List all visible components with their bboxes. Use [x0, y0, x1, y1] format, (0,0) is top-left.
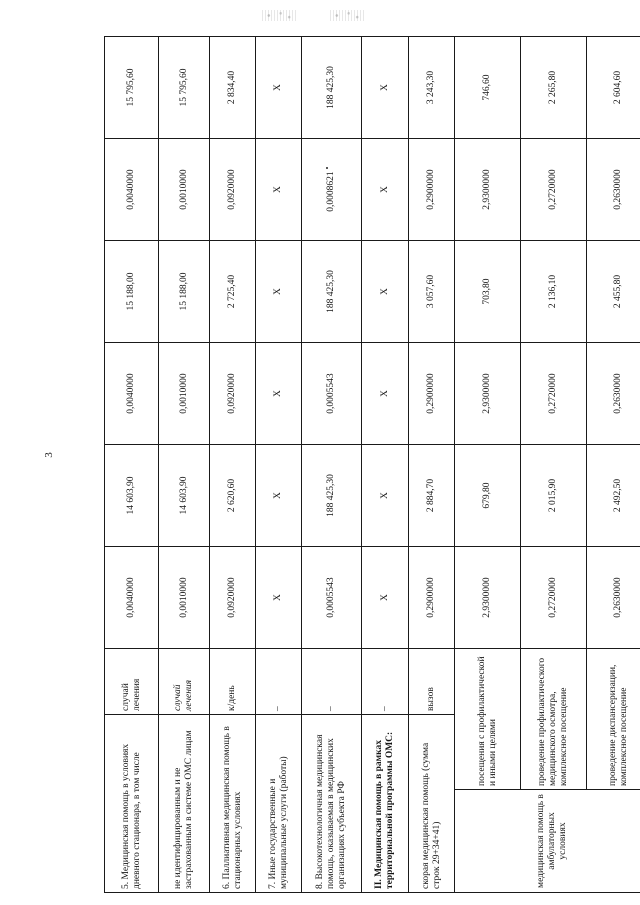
- ambulatory-group-name: медицинская помощь в амбулаторных условиях: [455, 790, 640, 893]
- row-name: 5. Медицинская помощь в условиях дневного стационара, в том числе: [105, 715, 159, 893]
- volume-2022: 0,2720000: [521, 343, 587, 445]
- row-name: II. Медицинская помощь в рамках территориальной программы ОМС:: [362, 715, 409, 893]
- volume-2021: 0,0005543: [302, 547, 362, 649]
- row-unit: случай лечения: [105, 649, 159, 715]
- cost-2021: 2 492,50: [587, 445, 640, 547]
- volume-2022: 0,0010000: [159, 343, 210, 445]
- row-name: 6. Паллиативная медицинская помощь в стационарных условиях: [210, 715, 256, 893]
- volume-2021: 0,2720000: [521, 547, 587, 649]
- scan-stamp-mark: [262, 10, 296, 21]
- scan-stamp-mark: [330, 10, 364, 21]
- normative-table: [104, 36, 640, 893]
- ink-dot: [326, 167, 328, 169]
- cost-2022: 188 425,30: [302, 241, 362, 343]
- cost-2022: 703,80: [455, 241, 521, 343]
- volume-2022: 0,0040000: [105, 343, 159, 445]
- subrow-label: проведение диспансеризации, комплексное посещение: [587, 649, 640, 790]
- cost-2021: 2 620,60: [210, 445, 256, 547]
- cost-2021: 188 425,30: [302, 445, 362, 547]
- row-unit: –: [302, 649, 362, 715]
- cost-2022: 2 136,10: [521, 241, 587, 343]
- volume-2023: 0,0920000: [210, 139, 256, 241]
- row-unit: –: [256, 649, 302, 715]
- row-unit: случай лечения: [159, 649, 210, 715]
- volume-2023: 2,9300000: [455, 139, 521, 241]
- row-unit: к/день: [210, 649, 256, 715]
- table-row: [159, 37, 210, 893]
- volume-2022: 0,2900000: [409, 343, 455, 445]
- cost-2021: 2 015,90: [521, 445, 587, 547]
- cost-2022: 2 455,80: [587, 241, 640, 343]
- cost-2022: 2 725,40: [210, 241, 256, 343]
- x-mark: X: [362, 139, 409, 241]
- table-row: [302, 37, 362, 893]
- x-mark: X: [362, 547, 409, 649]
- volume-2021: 0,0010000: [159, 547, 210, 649]
- x-mark: X: [256, 241, 302, 343]
- table-row: [455, 37, 521, 893]
- x-mark: X: [256, 37, 302, 139]
- cost-2023: 2 604,60: [587, 37, 640, 139]
- cost-2022: 15 188,00: [105, 241, 159, 343]
- subrow-label: посещения с профилактической и иными целями: [455, 649, 521, 790]
- volume-2023: 0,0040000: [105, 139, 159, 241]
- subrow-label: проведение профилактического медицинского осмотра, комплексное посещение: [521, 649, 587, 790]
- row-name: 8. Высокотехнологичная медицинская помощь, оказываемая в медицинских организациях субъекта РФ: [302, 715, 362, 893]
- x-mark: X: [362, 445, 409, 547]
- cost-2023: 746,60: [455, 37, 521, 139]
- table-row: [210, 37, 256, 893]
- x-mark: X: [256, 445, 302, 547]
- row-name: 7. Иные государственные и муниципальные услуги (работы): [256, 715, 302, 893]
- volume-2023: [302, 139, 362, 241]
- cost-2022: 15 188,00: [159, 241, 210, 343]
- volume-value: 0,0008621: [326, 171, 336, 212]
- cost-2021: 2 884,70: [409, 445, 455, 547]
- table-row: [256, 37, 302, 893]
- cost-2023: 15 795,60: [159, 37, 210, 139]
- x-mark: X: [362, 37, 409, 139]
- cost-2021: 679,80: [455, 445, 521, 547]
- volume-2022: 2,9300000: [455, 343, 521, 445]
- table-row: [521, 37, 587, 893]
- row-unit: вызов: [409, 649, 455, 715]
- volume-2023: 0,2900000: [409, 139, 455, 241]
- volume-2022: 0,0005543: [302, 343, 362, 445]
- volume-2022: 0,2630000: [587, 343, 640, 445]
- x-mark: X: [256, 343, 302, 445]
- table-row: [105, 37, 159, 893]
- x-mark: X: [256, 139, 302, 241]
- volume-2021: 0,0920000: [210, 547, 256, 649]
- cost-2023: 188 425,30: [302, 37, 362, 139]
- volume-2021: 0,2630000: [587, 547, 640, 649]
- cost-2023: 2 834,40: [210, 37, 256, 139]
- volume-2021: 0,0040000: [105, 547, 159, 649]
- volume-2021: 2,9300000: [455, 547, 521, 649]
- row-unit: –: [362, 649, 409, 715]
- cost-2023: 3 243,30: [409, 37, 455, 139]
- table-row: [362, 37, 409, 893]
- rotated-table-container: [104, 37, 629, 893]
- volume-2023: 0,0010000: [159, 139, 210, 241]
- volume-2023: 0,2630000: [587, 139, 640, 241]
- x-mark: X: [362, 241, 409, 343]
- cost-2022: 3 057,60: [409, 241, 455, 343]
- page-number: 3: [43, 452, 55, 458]
- volume-2023: 0,2720000: [521, 139, 587, 241]
- cost-2021: 14 603,90: [159, 445, 210, 547]
- cost-2023: 15 795,60: [105, 37, 159, 139]
- x-mark: X: [362, 343, 409, 445]
- volume-2022: 0,0920000: [210, 343, 256, 445]
- cost-2023: 2 265,80: [521, 37, 587, 139]
- table-row: [409, 37, 455, 893]
- table-row: [587, 37, 640, 893]
- volume-2021: 0,2900000: [409, 547, 455, 649]
- x-mark: X: [256, 547, 302, 649]
- row-name: не идентифицированным и не застрахованным в системе ОМС лицам: [159, 715, 210, 893]
- cost-2021: 14 603,90: [105, 445, 159, 547]
- row-name: скорая медицинская помощь (сумма строк 29+34+41): [409, 715, 455, 893]
